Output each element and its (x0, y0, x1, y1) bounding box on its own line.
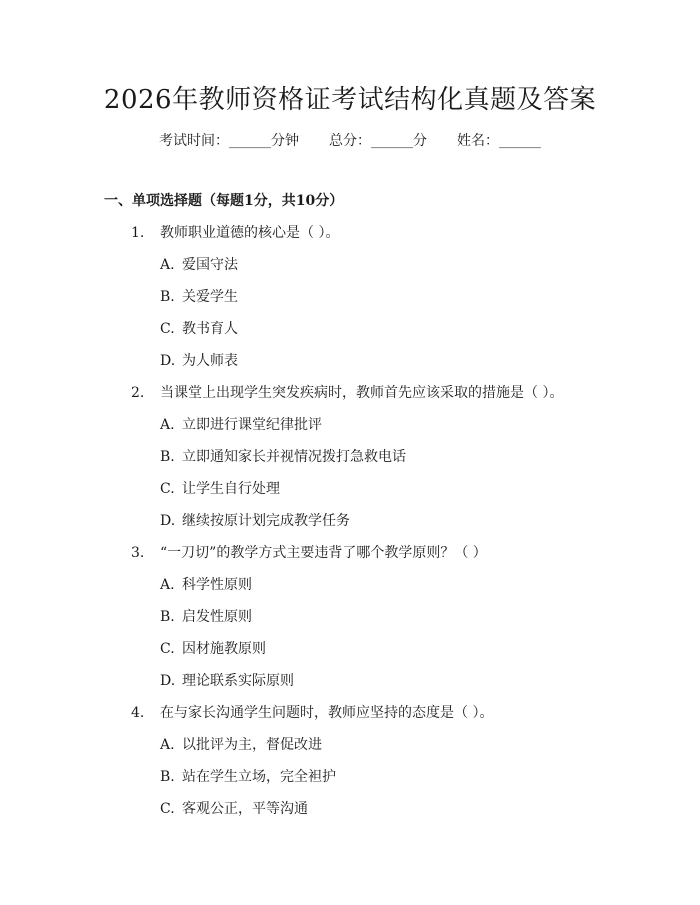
option-letter: B. (160, 769, 175, 785)
option-letter: B. (160, 449, 175, 465)
option-text: 科学性原则 (182, 577, 252, 593)
option-letter: A. (160, 417, 175, 433)
option-letter: D. (160, 513, 176, 529)
option-letter: A. (160, 737, 175, 753)
name-blank: ______ (499, 133, 541, 149)
option-letter: C. (160, 801, 175, 817)
total-score-label: 总分： (329, 133, 371, 149)
option-text: 站在学生立场，完全袒护 (182, 769, 336, 785)
exam-meta-line (0, 130, 700, 152)
question-text: “一刀切”的教学方式主要违背了哪个教学原则？（ ） (160, 545, 487, 561)
exam-time-unit: 分钟 (271, 133, 299, 149)
option-text: 让学生自行处理 (182, 481, 280, 497)
question-number: 4. (131, 705, 145, 721)
option-text: 立即进行课堂纪律批评 (182, 417, 322, 433)
option-letter: A. (160, 577, 175, 593)
option-text: 教书育人 (182, 321, 238, 337)
option-letter: A. (160, 257, 175, 273)
option-letter: B. (160, 289, 175, 305)
option-text: 启发性原则 (182, 609, 252, 625)
option-text: 为人师表 (182, 353, 238, 369)
document-title: 2026年教师资格证考试结构化真题及答案 (103, 85, 597, 115)
option-text: 以批评为主，督促改进 (182, 737, 322, 753)
exam-time-label: 考试时间： (159, 133, 229, 149)
total-score-unit: 分 (413, 133, 427, 149)
question-number: 2. (131, 385, 145, 401)
question-text: 在与家长沟通学生问题时，教师应坚持的态度是（ ）。 (160, 705, 494, 721)
option-letter: C. (160, 481, 175, 497)
question-number: 3. (131, 545, 145, 561)
option-text: 爱国守法 (182, 257, 238, 273)
question-text: 当课堂上出现学生突发疾病时，教师首先应该采取的措施是（ ）。 (160, 385, 564, 401)
option-text: 客观公正，平等沟通 (182, 801, 308, 817)
option-text: 关爱学生 (182, 289, 238, 305)
option-letter: D. (160, 673, 176, 689)
question-text: 教师职业道德的核心是（ ）。 (160, 225, 340, 241)
option-letter: C. (160, 321, 175, 337)
option-letter: D. (160, 353, 176, 369)
option-letter: C. (160, 641, 175, 657)
question-number: 1. (131, 225, 145, 241)
section-heading: 一、单项选择题（每题1分，共10分） (104, 193, 344, 209)
name-label: 姓名： (457, 133, 499, 149)
option-text: 因材施教原则 (182, 641, 266, 657)
option-text: 继续按原计划完成教学任务 (182, 513, 350, 529)
exam-time-blank: ______ (229, 133, 271, 149)
total-score-blank: ______ (371, 133, 413, 149)
option-letter: B. (160, 609, 175, 625)
option-text: 立即通知家长并视情况拨打急救电话 (182, 449, 406, 465)
option-text: 理论联系实际原则 (182, 673, 294, 689)
